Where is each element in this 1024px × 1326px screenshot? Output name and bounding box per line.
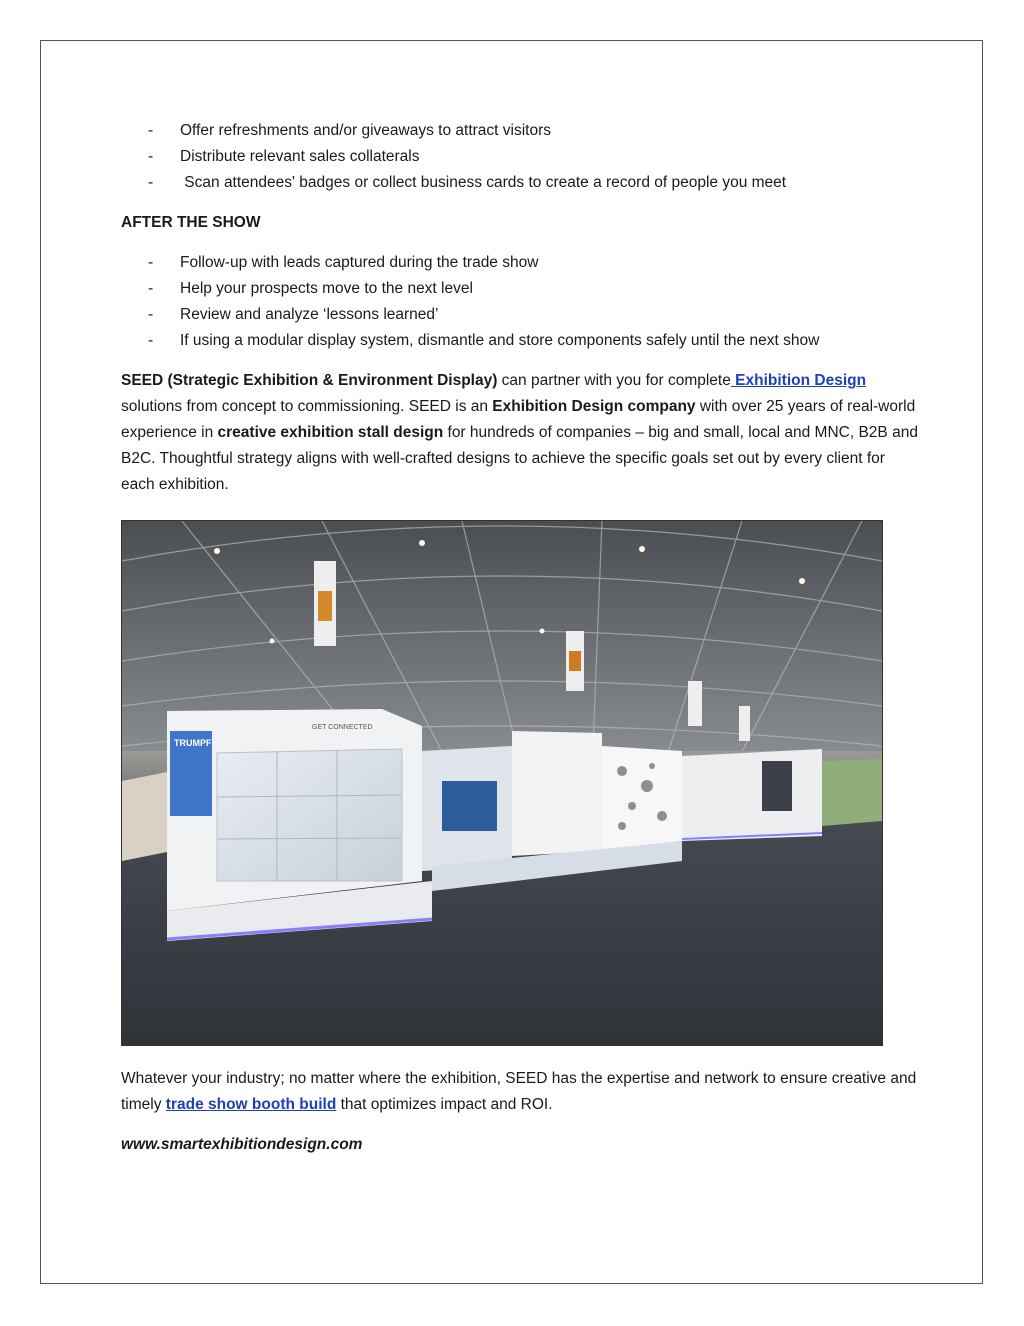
list-item: - Scan attendees' badges or collect business cards to create a record of people you meet [121, 170, 921, 196]
list-item: - Review and analyze ‘lessons learned’ [121, 302, 921, 328]
exhibition-design-link[interactable]: Exhibition Design [730, 372, 867, 389]
far-booths [682, 749, 822, 841]
dash-bullet: - [148, 280, 154, 297]
list-item: - Help your prospects move to the next level [121, 276, 921, 302]
list-item: - Offer refreshments and/or giveaways to attract visitors [121, 118, 921, 144]
dash-bullet: - [148, 122, 154, 139]
display-wall [602, 746, 682, 851]
exhibition-booth-photo [121, 520, 883, 1046]
list-item: - Distribute relevant sales collaterals [121, 144, 921, 170]
closing-paragraph: Whatever your industry; no matter where the exhibition, SEED has the expertise and network to ensure creative and timely trade show booth build that optimizes impact and ROI. [121, 1070, 917, 1113]
plants [822, 759, 882, 826]
trade-show-booth-build-link[interactable]: trade show booth build [165, 1096, 337, 1113]
dash-bullet: - [148, 148, 154, 165]
list-item: - Follow-up with leads captured during the trade show [121, 250, 921, 276]
document-body [121, 118, 921, 1158]
booth-panel [512, 731, 602, 856]
during-show-list [121, 118, 921, 196]
seed-paragraph: SEED (Strategic Exhibition & Environment Display) can partner with you for complete Exhibition Design solutions from concept to commissioning. SEED is an Exhibition Design company with over 25 years of real-world experience in creative exhibition stall design for hundreds of companies – big and small, local and MNC, B2B and B2C. Thoughtful strategy aligns with well-crafted designs to achieve the specific goals set out by every client for each exhibition. [121, 372, 918, 493]
booth-brand-text: TRUMPF [174, 738, 212, 748]
seed-name: SEED (Strategic Exhibition & Environment Display) [121, 372, 498, 389]
video-wall [217, 749, 402, 881]
machine [442, 781, 497, 831]
dash-bullet: - [148, 174, 154, 191]
after-show-heading: AFTER THE SHOW [121, 214, 261, 231]
far-booth-screen [762, 761, 792, 811]
after-show-list [121, 250, 921, 354]
dash-bullet: - [148, 306, 154, 323]
left-booth [122, 771, 172, 861]
website-url: www.smartexhibitiondesign.com [121, 1136, 363, 1153]
booth-sign-text: GET CONNECTED [312, 724, 373, 731]
booth-photo-illustration [122, 521, 882, 1045]
dash-bullet: - [148, 254, 154, 271]
dash-bullet: - [148, 332, 154, 349]
list-item: - If using a modular display system, dismantle and store components safely until the next show [121, 328, 921, 354]
